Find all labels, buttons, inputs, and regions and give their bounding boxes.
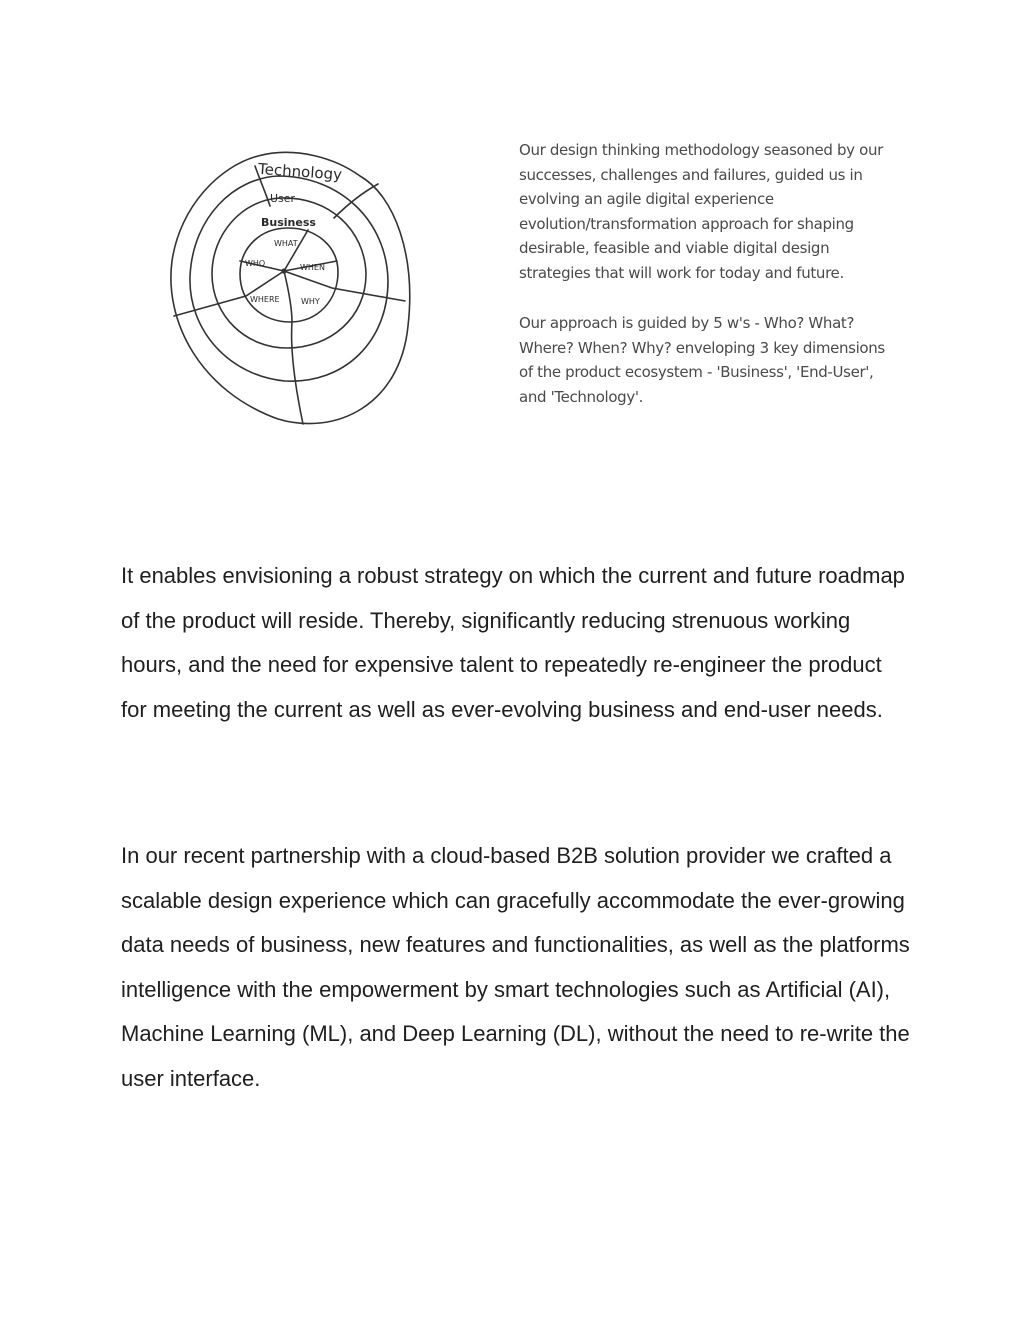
ring-label-user: User <box>270 192 296 205</box>
concentric-dimensions-diagram <box>160 136 420 436</box>
ring-label-business: Business <box>261 216 316 229</box>
methodology-description: Our design thinking methodology seasoned by our successes, challenges and failures, guided us in evolving an agile digital experience evolution/transformation approach for shaping desirable, feasible and viable digital design strategies that will work for today and future. <box>519 141 883 282</box>
segment-label-where: WHERE <box>250 295 280 304</box>
segment-label-what: WHAT <box>274 239 298 248</box>
segment-label-why: WHY <box>301 297 320 306</box>
approach-description: Our approach is guided by 5 w's - Who? What? Where? When? Why? enveloping 3 key dimensions of the product ecosystem - 'Business', 'End-User', and 'Technology'. <box>519 314 885 406</box>
partnership-paragraph: In our recent partnership with a cloud-based B2B solution provider we crafted a scalable design experience which can gracefully accommodate the ever-growing data needs of business, new features and functionalities, as well as the platforms intelligence with the empowerment by smart technologies such as Artificial (AI), Machine Learning (ML), and Deep Learning (DL), without the need to re-write the user interface. <box>121 843 910 1091</box>
segment-label-when: WHEN <box>300 263 325 272</box>
strategy-paragraph: It enables envisioning a robust strategy on which the current and future roadmap of the product will reside. Thereby, significantly reducing strenuous working hours, and the need for expensive talent to repeatedly re-engineer the product for meeting the current as well as ever-evolving business and end-user needs. <box>121 563 905 722</box>
center-dot <box>281 268 286 273</box>
segment-label-who: WHO <box>245 259 266 268</box>
segment-line-top-right <box>334 184 378 218</box>
ring-label-technology: Technology <box>257 159 343 184</box>
user-ring <box>190 176 388 381</box>
